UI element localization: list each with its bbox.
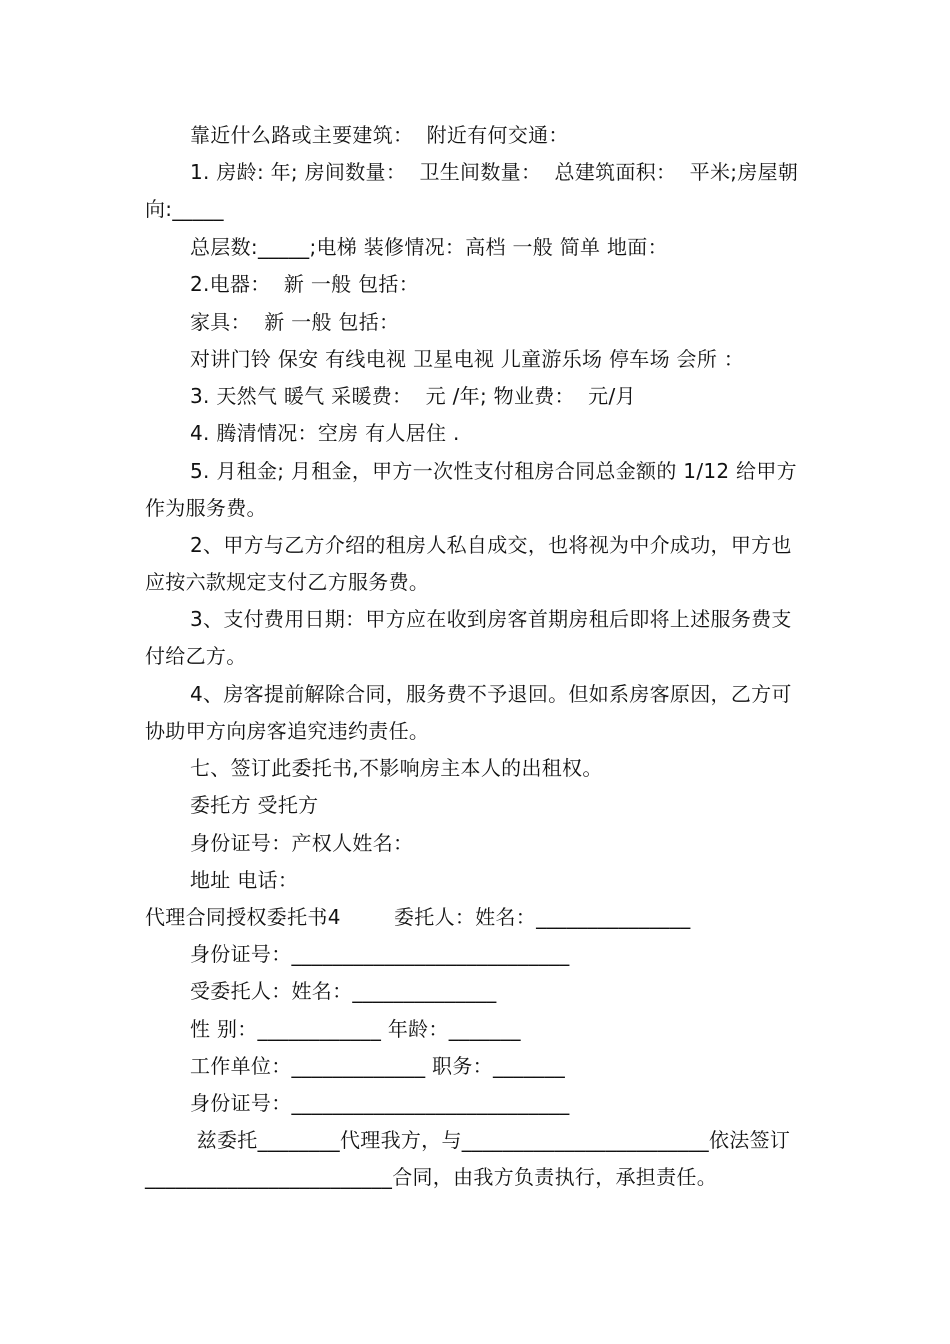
paragraph-location: 靠近什么路或主要建筑： 附近有何交通： — [190, 123, 569, 147]
paragraph-parties: 委托方 受托方 — [190, 793, 319, 817]
paragraph-appliances: 2.电器： 新 一般 包括： — [190, 272, 420, 296]
paragraph-agent-id: 身份证号：___________________________ — [190, 1091, 570, 1115]
paragraph-floors: 总层数:_____;电梯 装修情况：高档 一般 简单 地面： — [190, 235, 668, 259]
paragraph-clause-7: 七、签订此委托书,不影响房主本人的出租权。 — [190, 756, 603, 780]
paragraph-facilities: 对讲门铃 保安 有线电视 卫星电视 儿童游乐场 停车场 会所 ： — [190, 347, 745, 371]
paragraph-vacancy: 4. 腾清情况：空房 有人居住 . — [190, 421, 460, 445]
paragraph-agent-name: 受委托人：姓名：______________ — [190, 979, 497, 1003]
paragraph-employer-title: 工作单位：_____________ 职务：_______ — [190, 1054, 566, 1078]
paragraph-house-age: 1. 房龄: 年; 房间数量： 卫生间数量： 总建筑面积： 平米;房屋朝向:_____ — [145, 160, 799, 221]
paragraph-clause-4: 4、房客提前解除合同，服务费不予退回。但如系房客原因，乙方可协助甲方向房客追究违约责任。 — [145, 682, 792, 743]
paragraph-id-owner: 身份证号：产权人姓名： — [190, 831, 414, 855]
paragraph-clause-3: 3、支付费用日期：甲方应在收到房客首期房租后即将上述服务费支付给乙方。 — [145, 607, 792, 668]
paragraph-clause-2: 2、甲方与乙方介绍的租房人私自成交，也将视为中介成功，甲方也应按六款规定支付乙方服务费。 — [145, 533, 792, 594]
paragraph-principal-id: 身份证号：___________________________ — [190, 942, 570, 966]
paragraph-furniture: 家具： 新 一般 包括： — [190, 310, 400, 334]
paragraph-gender-age: 性 别：____________ 年龄：_______ — [190, 1017, 521, 1041]
paragraph-heating: 3. 天然气 暖气 采暖费： 元 /年; 物业费： 元/月 — [190, 384, 636, 408]
paragraph-address-phone: 地址 电话： — [190, 868, 299, 892]
paragraph-authorization: 兹委托________代理我方，与________________________依法签订________________________合同，由我方负责执行，承担责任。 — [145, 1128, 791, 1189]
paragraph-section-heading: 代理合同授权委托书4 委托人：姓名：_______________ — [145, 905, 691, 929]
paragraph-rent: 5. 月租金; 月租金，甲方一次性支付租房合同总金额的 1/12 给甲方作为服务费。 — [145, 459, 797, 520]
